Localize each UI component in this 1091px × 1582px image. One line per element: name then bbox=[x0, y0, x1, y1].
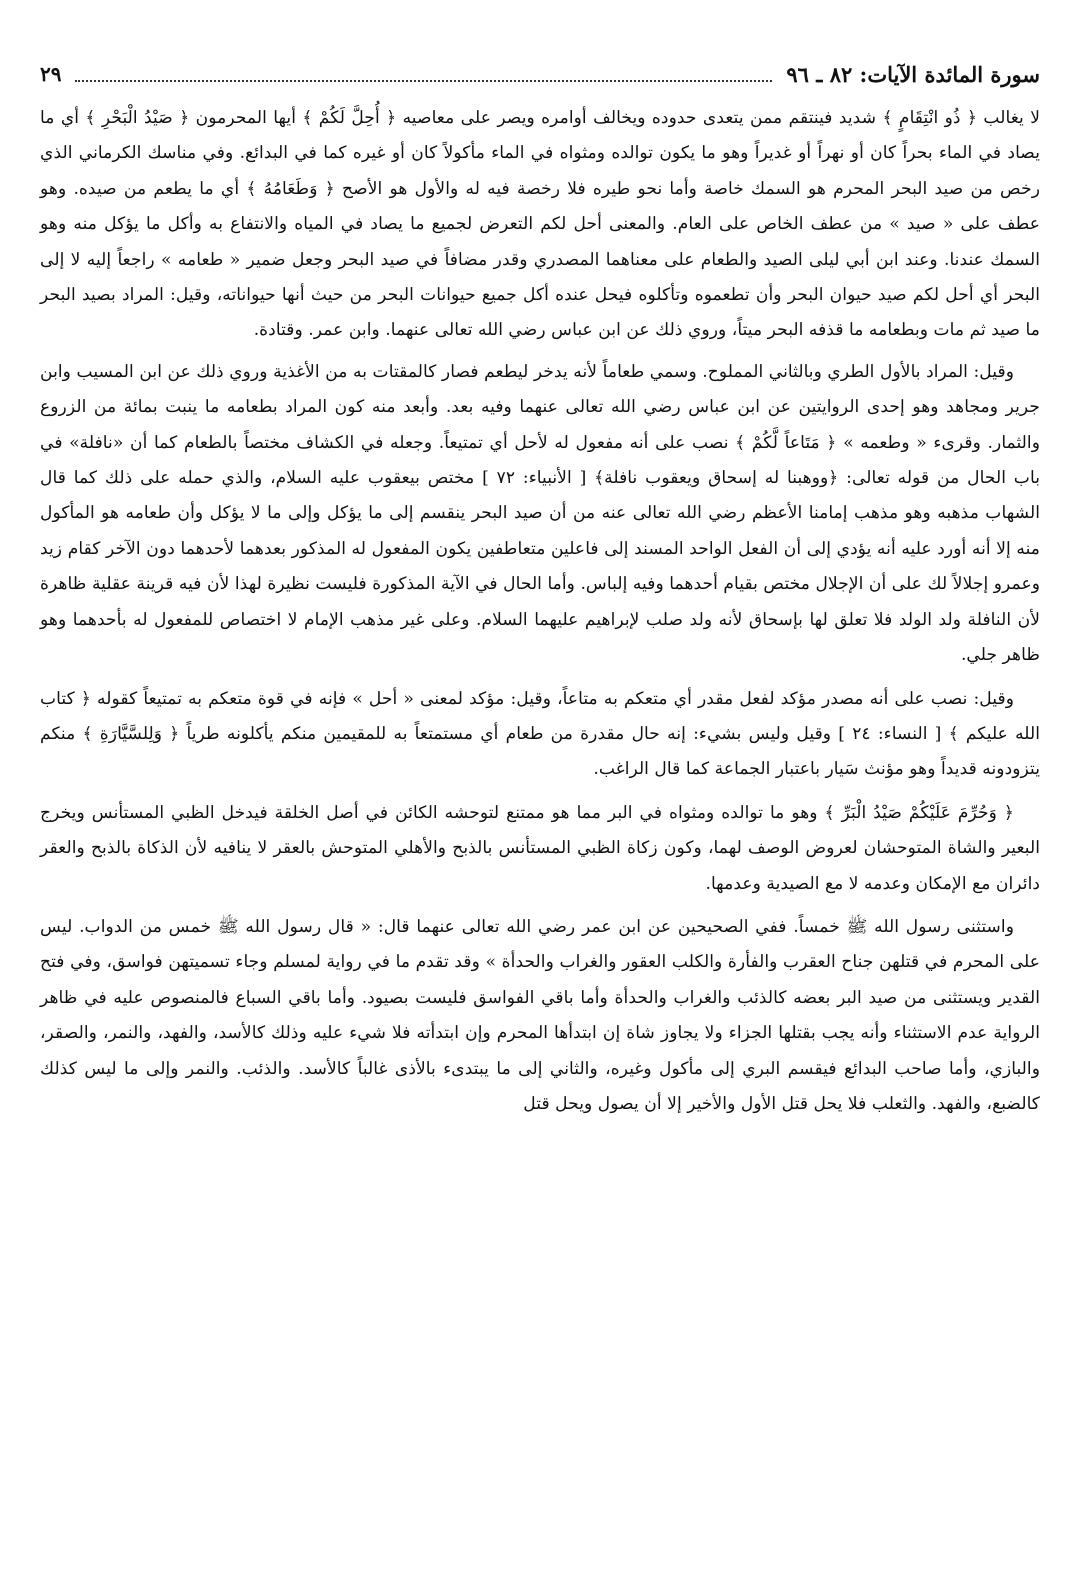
header-dot-leader bbox=[75, 66, 772, 82]
page-number: ٢٩ bbox=[40, 62, 62, 86]
running-header bbox=[40, 55, 1040, 93]
paragraph-1: لا يغالب ﴿ ذُو انْتِقَامٍ ﴾ شديد فينتقم ممن يتعدى حدوده ويخالف أوامره ويصر على معاصيه ﴿ أُحِلَّ لَكُمْ ﴾ أيها المحرمون ﴿ صَيْدُ الْبَحْرِ ﴾ أي ما يصاد في الماء بحراً كان أو نهراً أو غديراً وهو ما يكون توالده ومثواه في الماء مأكولاً كان أو غيره كما في البدائع. وفي مناسك الكرماني الذي رخص من صيد البحر المحرم هو السمك خاصة وأما نحو طيره فلا رخصة فيه له والأول هو الأصح ﴿ وَطَعَامُهُ ﴾ أي ما يطعم من صيده. وهو عطف على « صيد » من عطف الخاص على العام. والمعنى أحل لكم التعرض لجميع ما يصاد في المياه والانتفاع به وأكل ما يؤكل منه وهو السمك عندنا. وعند ابن أبي ليلى الصيد والطعام على معناهما المصدري وقدر مضافاً في صيد البحر وجعل ضمير « طعامه » راجعاً إليه لا إلى البحر أي أحل لكم صيد حيوان البحر وأن تطعموه وتأكلوه فيحل عنده أكل جميع حيوانات البحر من حيث أنها حيواناته، وقيل: المراد بصيد البحر ما صيد ثم مات وبطعامه ما قذفه البحر ميتاً، وروي ذلك عن ابن عباس رضي الله تعالى عنهما. وابن عمر. وقتادة. bbox=[40, 108, 1041, 341]
body-text bbox=[40, 101, 1040, 1122]
paragraph-4: ﴿ وَحُرِّمَ عَلَيْكُمْ صَيْدُ الْبَرِّ ﴾ وهو ما توالده ومثواه في البر مما هو ممتنع لتوحشه الكائن في أصل الخلقة فيدخل الظبي المستأنس ويخرج البعير والشاة المتوحشان لعروض الوصف لهما، وكون زكاة الظبي المستأنس بالذبح والأهلي المتوحش بالعقر لا ينافيه لأن الذكاة بالذبح والعقر دائران مع الإمكان وعدمه لا مع الصيدية وعدمها. bbox=[40, 802, 1040, 894]
header-title: سورة المائدة الآيات: ٨٢ ـ ٩٦ bbox=[786, 61, 1040, 87]
paragraph-5: واستثنى رسول الله ﷺ خمساً. ففي الصحيحين عن ابن عمر رضي الله تعالى عنهما قال: « قال رسول الله ﷺ خمس من الدواب. ليس على المحرم في قتلهن جناح العقرب والفأرة والكلب العقور والغراب والحدأة » وقد تقدم ما في رواية لمسلم وجاء تسميتهن فواسق، وفي فتح القدير ويستثنى من صيد البر بعضه كالذئب والغراب والحدأة وأما باقي الفواسق فليست بصيود. وأما باقي السباع فالمنصوص عليه في ظاهر الرواية عدم الاستثناء وأنه يجب بقتلها الجزاء ولا يجاوز شاة إن ابتدأها المحرم وإن ابتدأته فلا شيء عليه وذلك كالأسد، والفهد، والنمر، والصقر، والبازي، وأما صاحب البدائع فيقسم البري إلى مأكول وغيره، والثاني إلى ما يبتدىء بالأذى غالباً كالأسد. والذئب. والنمر وإلى ما ليس كذلك كالضبع، والفهد. والثعلب فلا يحل قتل الأول والأخير إلا أن يصول ويحل قتل bbox=[40, 916, 1040, 1114]
document-page bbox=[40, 55, 1040, 1555]
paragraph-2: وقيل: المراد بالأول الطري وبالثاني المملوح. وسمي طعاماً لأنه يدخر ليطعم فصار كالمقتات به من الأغذية وروي ذلك عن ابن المسيب وابن جرير ومجاهد وهو إحدى الروايتين عن ابن عباس رضي الله تعالى عنهما وفيه بعد. وأبعد منه كون المراد بطعامه ما ينبت بمائة من الزروع والثمار. وقرىء « وطعمه » ﴿ مَتَاعاً لَّكُمْ ﴾ نصب على أنه مفعول له لأحل أي تمتيعاً. وجعله في الكشاف مختصاً بالطعام كما أن «نافلة» في باب الحال من قوله تعالى: ﴿ووهبنا له إسحاق ويعقوب نافلة﴾ [ الأنبياء: ٧٢ ] مختص بيعقوب عليه السلام، والذي حمله على ذلك كما قال الشهاب مذهبه وهو مذهب إمامنا الأعظم رضي الله تعالى عنه من أن صيد البحر ينقسم إلى ما يؤكل وإلى ما لا يؤكل وأن طعامه هو المأكول منه إلا أنه أورد عليه أنه يؤدي إلى أن الفعل الواحد المسند إلى فاعلين متعاطفين يكون المفعول له المذكور بعدهما لأحدهما دون الآخر كقام زيد وعمرو إجلالاً لك على أن الإجلال مختص بقيام أحدهما وفيه إلباس. وأما الحال في الآية المذكورة فليست نظيرة لهذا لأن فيه قرينة عقلية ظاهرة لأن النافلة ولد الولد فلا تعلق لها بإسحاق لأنه ولد صلب لإبراهيم عليهما السلام. وعلى غير مذهب الإمام لا اختصاص للمفعول له بأحدهما وهو ظاهر جلي. bbox=[40, 361, 1040, 666]
paragraph-3: وقيل: نصب على أنه مصدر مؤكد لفعل مقدر أي متعكم به متاعاً، وقيل: مؤكد لمعنى « أحل » فإنه في قوة متعكم به تمتيعاً كقوله ﴿ كتاب الله عليكم ﴾ [ النساء: ٢٤ ] وقيل وليس بشيء: إنه حال مقدرة من طعام أي مستمتعاً به للمقيمين منكم يأكلونه طرياً ﴿ وَلِلسَّيَّارَةِ ﴾ منكم يتزودونه قديداً وهو مؤنث سَيار باعتبار الجماعة كما قال الراغب. bbox=[40, 688, 1041, 780]
